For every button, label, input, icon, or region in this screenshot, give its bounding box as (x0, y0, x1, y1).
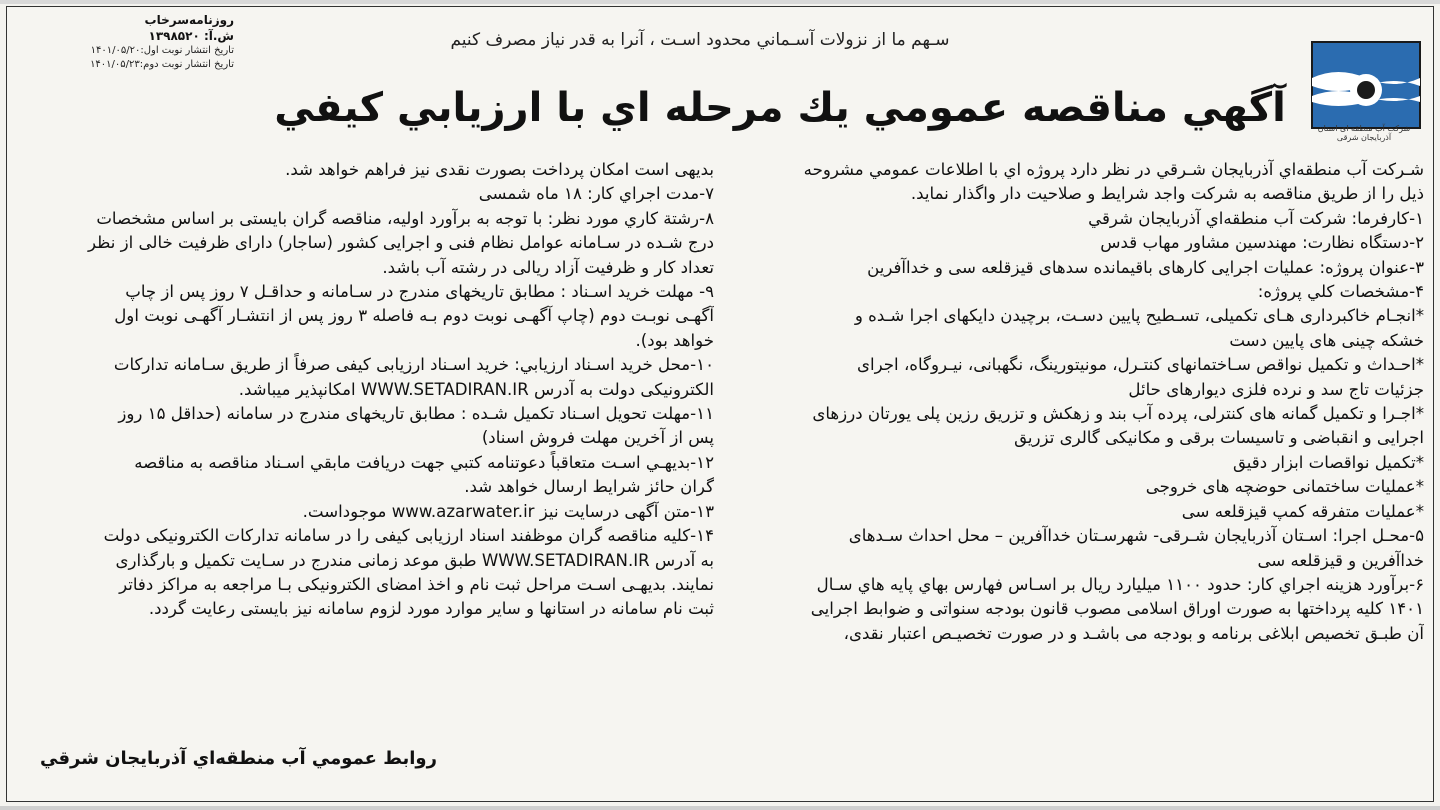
text-line: ۹- مهلت خريد اسـناد : مطابق تاریخهای مندرج در سـامانه و حداقـل ۷ روز پس از چاپ (125, 282, 714, 302)
text-line: آن طبـق تخصیص ابلاغی برنامه و بودجه می باشـد و در صورت تخصیـص اعتبار نقدی، (843, 623, 1424, 643)
text-line: *اجـرا و تکمیل گمانه های کنترلی، پرده آب بند و زهکش و تزریق رزین پلی یورتان درزهای (812, 404, 1424, 424)
text-line: ۲-دستگاه نظارت: مهندسین مشاور مهاب قدس (1100, 233, 1424, 253)
text-line: پس از آخرین مهلت فروش اسناد) (481, 428, 714, 448)
publish-date-first: تاریخ انتشار نوبت اول:۱۴۰۱/۰۵/۲۰ (90, 45, 234, 56)
text-line: *عملیات ساختمانی حوضچه های خروجی (1145, 477, 1424, 497)
headline: آگهي مناقصه عمومي يك مرحله اي با ارزيابي كيفي (274, 85, 1286, 131)
text-line: ۷-مدت اجراي كار: ۱۸ ماه شمسی (478, 184, 714, 204)
text-line: ۱۳-متن آگهی درسایت نیز www.azarwater.ir موجوداست. (302, 501, 714, 521)
text-line: ۴-مشخصات كلي پروژه: (1257, 282, 1424, 302)
text-line: *احـداث و تکمیل نواقص سـاختمانهای کنتـرل، مونیتورینگ، نگهبانی، نیـروگاه، اجرای (857, 355, 1424, 375)
text-line: خواهد بود). (635, 330, 714, 350)
text-line: گران حائز شرايط ارسال خواهد شد. (464, 477, 714, 497)
text-line: ذيل را از طريق مناقصه به شركت واجد شرايط و صلاحيت دار واگذار نمايد. (910, 184, 1424, 204)
signature: روابط عمومي آب منطقه‌اي آذربايجان شرقي (40, 748, 437, 769)
text-line: درج شـده در سـامانه عوامل نظام فنی و اجرایی کشور (ساجار) دارای ظرفیت خالی از نظر (88, 233, 714, 253)
text-line: تعداد کار و ظرفیت آزاد ریالی در رشته آب باشد. (382, 257, 714, 277)
text-line: ۱۴-کلیه مناقصه گران موظفند اسناد ارزیابی کیفی را در سامانه تدارکات الکترونیکی دولت (103, 526, 714, 546)
newspaper-info (74, 12, 234, 72)
text-line: ۱۰-محل خريد اسـناد ارزيابي: خرید اسـناد ارزیابی کیفی صرفاً از طریق سـامانه تدارکات (113, 355, 714, 375)
text-line: شـرکت آب منطقه‌اي آذربايجان شـرقي در نظر دارد پروژه اي با اطلاعات عمومي مشروحه (803, 160, 1424, 179)
text-line: الکترونیکی دولت به آدرس WWW.SETADIRAN.IR امکانپذیر میباشد. (238, 379, 714, 399)
bottom-strip (0, 806, 1440, 810)
text-line: ۱-کارفرما: شرکت آب منطقه‌اي آذربايجان شرقي (1088, 208, 1424, 228)
text-line: بديهی است امكان پرداخت بصورت نقدی نيز فراهم خواهد شد. (285, 160, 714, 179)
ad-code: ش.آ: ۱۳۹۸۵۲۰ (148, 29, 234, 43)
top-strip (0, 0, 1440, 4)
text-line: آگهـی نوبـت دوم (چاپ آگهـی نوبت دوم بـه فاصله ۳ روز پس از انتشـار آگهـی نوبت اول (114, 306, 714, 326)
text-line: ۱۱-مهلت تحویل اسـناد تکمیل شـده : مطابق تاریخهای مندرج در سامانه (حداقل ۱۵ روز (118, 404, 714, 424)
text-line: ۳-عنوان پروژه: عملیات اجرایی کارهای باقیمانده سدهای قیزقلعه سی و خداآفرین (867, 257, 1424, 277)
text-line: ۱۲-بديهـي اسـت متعاقباً دعوتنامه كتبي جهت دريافت مابقي اسـناد مناقصه به مناقصه (134, 452, 714, 472)
text-line: نمایند. بدیهـی اسـت مراحل ثبت نام و اخذ امضای الکترونیکی بـا مراجعه به مراکز دفاتر (119, 574, 714, 594)
left-column (22, 158, 714, 622)
text-line: خداآفرین و قیزقلعه سی (1257, 550, 1424, 570)
text-line: به آدرس WWW.SETADIRAN.IR طبق موعد زمانی مندرج در سـایت تکمیل و بارگذاری (115, 550, 714, 570)
right-column (720, 158, 1424, 646)
text-line: ۱۴۰۱ كليه پرداختها به صورت اوراق اسلامی مصوب قانون بودجه سنواتی و ضوابط اجرایی (810, 599, 1424, 619)
slogan: سـهم ما از نزولات آسـماني محدود اسـت ، آنرا به قدر نياز مصرف کنيم (450, 30, 950, 50)
water-company-logo (1310, 40, 1422, 130)
logo-caption: شرکت آب منطقه ای استان آذربایجان شرقی (1317, 124, 1411, 142)
text-line: اجرایی و انقباضی و تاسیسات برقی و مکانیکی گالری تزریق (1014, 428, 1424, 448)
text-line: *عملیات متفرقه کمپ قیزقلعه سی (1181, 501, 1424, 521)
text-line: *تکمیل نواقصات ابزار دقیق (1232, 452, 1424, 472)
text-line: خشکه چینی های پایین دست (1229, 330, 1424, 350)
text-line: ۶-برآورد هزینه اجراي كار: حدود ۱۱۰۰ میلیارد ریال بر اسـاس فهارس بهاي پايه هاي سـال (816, 574, 1424, 594)
text-line: ۵-محـل اجرا: اسـتان آذربایجان شـرقی- شهرسـتان خداآفرین – محل احداث سـدهای (848, 526, 1424, 546)
newspaper-name: روزنامه‌سرخاب (144, 13, 234, 27)
text-line: جزئیات تاج سد و نرده فلزی دیوارهای حائل (1128, 379, 1424, 399)
text-line: ثبت نام سامانه در استانها و سایر موارد مورد لزوم سامانه نیز بایستی رعایت گردد. (148, 599, 714, 619)
publish-date-second: تاریخ انتشار نوبت دوم:۱۴۰۱/۰۵/۲۳ (90, 59, 234, 70)
text-line: *انجـام خاکبرداری هـای تکمیلی، تسـطیح پایین دسـت، برچیدن دایکهای اجرا شـده و (854, 306, 1424, 326)
text-line: ۸-رشتة كاري مورد نظر: با توجه به برآورد اولیه، مناقصه گران بایستی بر اساس مشخصات (96, 208, 714, 228)
